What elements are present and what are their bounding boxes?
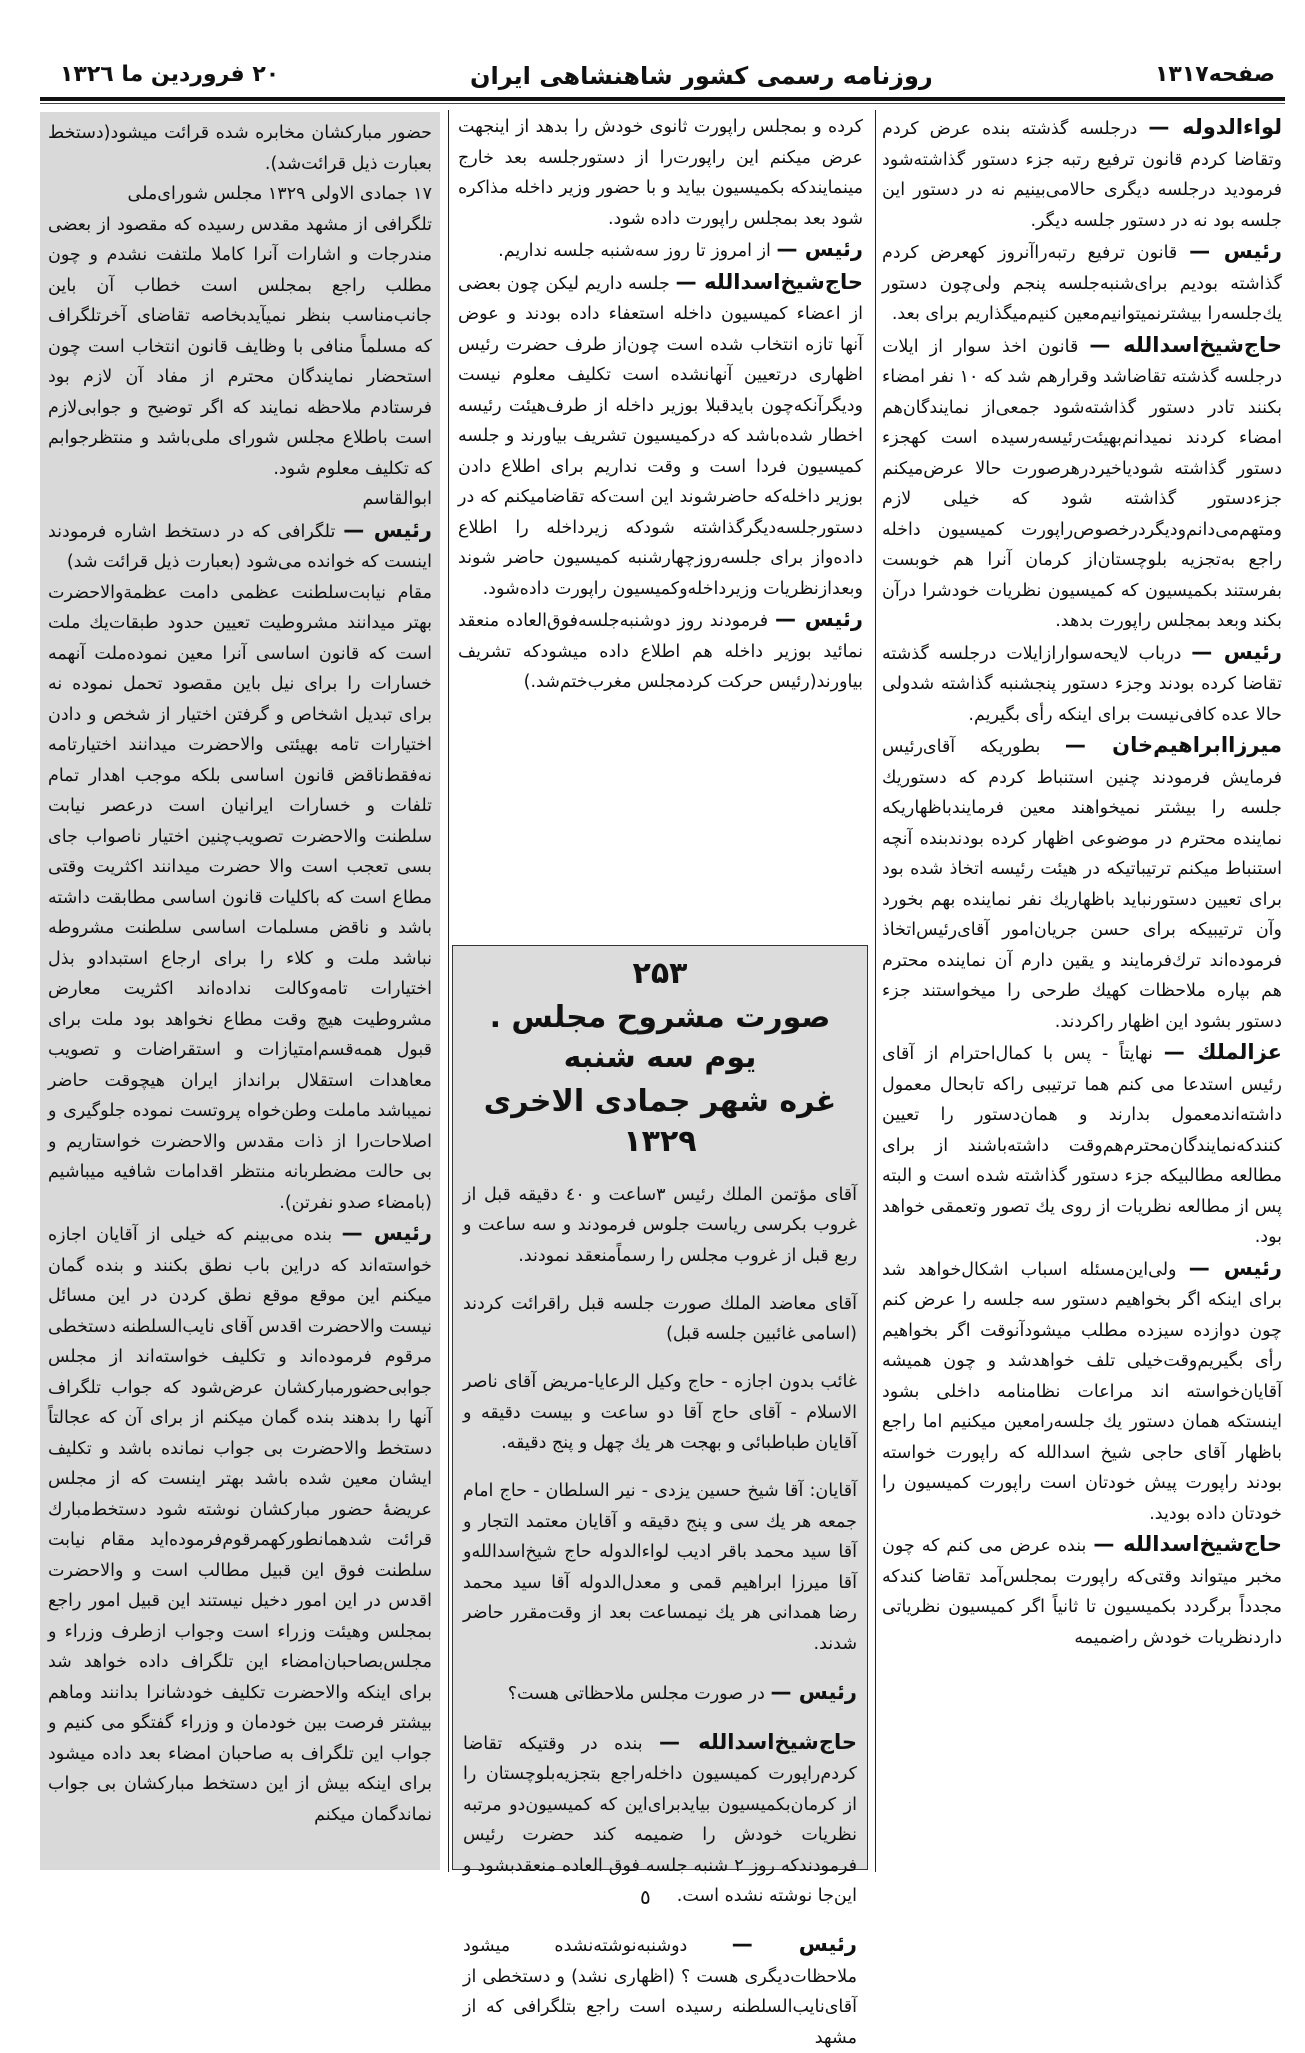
paragraph: [458, 267, 863, 605]
paragraph-text: آقای معاضد الملك صورت جلسه قبل راقرائت کردند (اسامی غائبین جلسه قبل): [463, 1294, 857, 1345]
paragraph-text: تلگرافی از مشهد مقدس رسیده که مقصود از بعضی مندرجات و اشارات آنرا کاملا ملتفت نشدم و چون مطلب راجع بمجلس است خطاب آن باین جانب‌مناسب بنظر نمیآیدبخاصه تقاضای آخرتلگراف که مسلماً منافی با وظایف قانون انتخاب است چون استحضار نمایندگان محترم از مفاد آن لازم بود فرستادم ملاحظه نمایند که اگر توضیح و جوابی‌لازم است باطلاع مجلس شورای ملی‌باشد و منتظرجوابم که تکلیف معلوم شود.: [48, 215, 432, 479]
paragraph: [458, 234, 863, 267]
paragraph-text: دوشنبه‌نوشته‌نشده میشود ملاحظات‌دیگری هست ؟ (اظهاری نشد) و دستخطی از آقای‌نایب‌السلطنه رسیده است راجع بتلگرافی که از مشهد: [463, 1936, 857, 2048]
paragraph-text: ۱۷ جمادی الاولی ۱۳۲۹ مجلس شورای‌ملی: [128, 184, 432, 204]
header-rule: [40, 97, 1285, 101]
page-number: ٥: [640, 1885, 651, 1909]
session-record-box: [452, 945, 868, 1870]
speaker-name: عزالملك —: [1164, 1040, 1282, 1064]
paragraph-text: تلگرافی که در دستخط اشاره فرمودند اینست که خوانده می‌شود (بعبارت ذیل قرائت شد): [48, 522, 432, 573]
speaker-name: لواءالدوله —: [1148, 115, 1282, 139]
page-label: صفحه۱۳۱۷: [1155, 62, 1275, 87]
newspaper-title: روزنامه رسمی کشور شاهنشاهی ایران: [470, 62, 933, 90]
paragraph: [882, 730, 1282, 1037]
paragraph-text: نهایتاً - پس با کمال‌احترام از آقای رئیس استدعا می کنم هما ترتیبی راکه تابحال معمول داشته‌اندمعمول بدارند و همان‌دستور را تعیین کنند‌که‌نمایندگان‌محترم‌هم‌وقت داشته‌باشند از برای مطالعه مطالبیکه جزء دستور گذاشته شده است و البته پس از مطالعه نظریات از روی یك تصور وتعمقی خواهد بود.: [882, 1044, 1282, 1247]
speaker-name: رئیس —: [342, 1221, 432, 1245]
speaker-name: رئیس —: [732, 1932, 857, 1956]
paragraph: [463, 1929, 857, 2053]
speaker-name: رئیس —: [1189, 239, 1282, 263]
paragraph-text: بنده در وقتیکه تقاضا کردم‌راپورت کمیسیون داخله‌راجع بتجزیه‌بلوچستان را از کرمان‌بکمیسیون بیایدبرای‌این که کمیسیون‌دو مرتبه نظریات خودش را ضمیمه کند حضرت رئیس فرمودندکه روز ۲ شنبه جلسه فوق العاده منعقدبشود و این‌جا نوشته نشده است.: [463, 1734, 857, 1907]
left-column: [40, 112, 440, 1870]
paragraph: [882, 637, 1282, 731]
paragraph-text: بنده عرض می کنم که چون مخبر میتواند وقتی‌که راپورت بمجلس‌آمد تقاضا کند‌که مجدداً برگردد بکمیسیون تا ثانیاً اگر کمیسیون نظریاتی داردنظریات خودش راضمیمه: [882, 1536, 1282, 1648]
speaker-name: حاج‌شیخ‌اسدالله —: [1093, 1532, 1282, 1556]
column-divider: [448, 110, 449, 1872]
paragraph-text: از امروز تا روز سه‌شنبه جلسه نداریم.: [498, 241, 776, 261]
paragraph-text: مقام نیابت‌سلطنت عظمی دامت عظمة‌والاحضرت بهتر میدانند مشروطیت تعیین حدود طبقات‌یك ملت است که قانون اساسی آنرا معین نموده‌ملت آنهمه خسارات را برای نیل باین مقصود تحمل نموده نه برای تبدیل اشخاص و گرفتن اختیار از شخص و دادن اختیارات تامه بهیئتی والاحضرت میدانند اختیارتامه نه‌فقط‌ناقض قانون اساسی بلکه موجب اهدار تمام تلفات و خسارات ایرانیان است درعصر نیابت سلطنت والاحضرت تصویب‌چنین اختیار ناصواب جای بسی تعجب است والا حضرت میدانند اکثریت وقتی مطاع است که باکلیات قانون اساسی مطابقت داشته باشد و ناقض مسلمات اساسی سلطنت مشروطه نباشد ملت و کلاء را برای ارجاع استبداد‌و بذل اختیارات تامه‌وکالت نداده‌اند اکثریت معارض مشروطیت هیچ وقت مطاع نخواهد بود ملت برای قبول همه‌قسم‌امتیازات و استقراضات و تصویب معاهدات استقلال برانداز ایران هیچوقت حاضر نمیباشد ماملت وطن‌خواه پروتست نموده جلوگیری و اصلاحات‌را از ذات مقدس والاحضرت خواستاریم و بی حالت مضطربانه منتظر اقدامات شافیه میباشیم (بامضاء صدو نفرتن).: [48, 583, 432, 1213]
paragraph-text: غائب بدون اجازه - حاج وکیل الرعایا-مریض آقای ناصر الاسلام - آقای حاج آقا دو ساعت و بیست دقیقه و آقایان طباطبائی و بهجت هر یك چهل و پنج دقیقه.: [463, 1372, 857, 1453]
session-date-heading: غره شهر جمادی الاخری ۱۳۲۹: [463, 1082, 857, 1162]
paragraph-text: درباب لایحه‌سوارازایلات درجلسه گذشته تقاضا کرده بودند وجزء دستور پنجشنبه گذاشته شدولی حالا عده کافی‌نیست برای اینکه رأی بگیریم.: [882, 644, 1282, 725]
paragraph-text: کرده و بمجلس راپورت ثانوی خودش را بدهد از اینجهت عرض میکنم این راپورت‌را از دستورجلسه بعد خارج مینمایندکه بکمیسیون بیاید و با حضور وزیر داخله مذاکره شود بعد بمجلس راپورت داده شود.: [458, 117, 863, 229]
paragraph: [48, 515, 432, 578]
paragraph-text: جلسه داریم لیکن چون بعضی از اعضاء کمیسیون داخله استعفاء داده بودند و عوض آنها تازه انتخاب شده است چون‌از طرف حضرت رئیس اظهاری درتعیین آنهانشده است تکلیف معلوم نیست ودیگرآنکه‌چون بایدقبلا بوزیر داخله از طرف‌هیئت رئیسه اخطار شده‌باشد که درکمیسیون تشریف بیاورند و جلسه کمیسیون فردا است و وقت نداریم برای اطلاع دادن بوزیر داخله‌که حاضرشوند این است‌که تقاضامیکنم که در دستورجلسه‌دیگر‌گذاشته شودکه زیرداخله را اطلاع داده‌واز برای جلسه‌روزچهارشنبه کمیسیون حاضر شوند وبعدازنظریات وزیرداخله‌وکمیسیون راپورت داده‌شود.: [458, 274, 863, 599]
paragraph-text: آقایان: آقا شیخ حسین یزدی - نیر السلطان - حاج امام جمعه هر یك سی و پنج دقیقه و آقایان معتمد التجار و آقا سید محمد باقر ادیب لواءالدوله حاج شیخ‌اسدالله‌و آقا میرزا ابراهیم قمی و معدل‌الدوله آقا سید محمد رضا همدانی هر یك نیمساعت بعد از وقت‌مقرر حاضر شدند.: [463, 1481, 857, 1654]
speaker-name: حاج‌شیخ‌اسدالله —: [659, 1730, 857, 1754]
paragraph: [882, 112, 1282, 236]
paragraph: [882, 1037, 1282, 1253]
paragraph-text: درجلسه گذشته بنده عرض کردم وتقاضا کردم قانون ترفیع رتبه جزء دستور گذاشته‌شود فرمودید درجلسه دیگری حالامی‌بینیم نه در دستور این جلسه بود نه در دستور جلسه دیگر.: [882, 119, 1282, 231]
paragraph-text: بطوریکه آقای‌رئیس فرمایش فرمودند چنین استنباط کردم که دستوریك جلسه را بیشتر نمیخواهند معین فرمایندباظهاریکه نماینده محترم در موضوعی اظهار کرده بودندبنده آنچه استنباط میکنم ترتیباتیکه در هیئت رئیسه اتخاذ شده بود برای تعیین دستورنباید باظهاریك نفر نماینده بهم بخورد وآن ترتیبیکه برای حسن جریان‌امور آقای‌رئیس‌اتخاذ فرموده‌اند ترك‌فرمایند و یقین دارم آن نماینده محترم هم بپاره ملاحظات کهیك طرحی را میخواستند جزء دستور بشود این اظهار راکردند.: [882, 737, 1282, 1032]
paragraph: [458, 604, 863, 698]
right-column: [882, 112, 1282, 1872]
paragraph: [48, 484, 432, 515]
speaker-name: رئیس —: [1191, 640, 1282, 664]
paragraph-text: آقای مؤتمن الملك رئیس ۳ساعت و ٤٠ دقیقه قبل از غروب بکرسی ریاست جلوس فرمودند و سه ساعت و ربع قبل از غروب مجلس را رسماًمنعقد نمودند.: [463, 1185, 857, 1266]
paragraph: [463, 1367, 857, 1459]
paragraph: [463, 1289, 857, 1350]
speaker-name: رئیس —: [343, 518, 432, 542]
paragraph: [463, 1727, 857, 1912]
paragraph-text: فرمودند روز دوشنبه‌جلسه‌فوق‌العاده منعقد نمائید بوزیر داخله هم اطلاع داده میشودکه تشریف بیاورند(رئیس حرکت کردمجلس مغرب‌ختم‌شد.): [458, 611, 863, 692]
paragraph: [48, 210, 432, 485]
issue-date: ۲۰ فروردین ما ۱۳۲٦: [60, 62, 279, 87]
paragraph: [48, 179, 432, 210]
paragraph: [48, 578, 432, 1219]
paragraph-text: قانون ترفیع رتبه‌راآنروز کهعرض کردم گذاشته بودیم برای‌شنبه‌جلسه پنجم ولی‌چون دستور یك‌جلسه‌را بیشترنمیتوانیم‌معین کنیم‌میگذاریم برای بعد.: [882, 243, 1282, 324]
paragraph: [463, 1476, 857, 1659]
paragraph: [882, 236, 1282, 330]
paragraph: [458, 112, 863, 234]
speaker-name: حاج‌شیخ‌اسدالله —: [676, 270, 863, 294]
paragraph-text: در صورت مجلس ملاحظاتی هست؟: [508, 1684, 771, 1704]
session-number: ۲۵۳: [463, 954, 857, 994]
paragraph: [48, 1218, 432, 1830]
speaker-name: رئیس —: [776, 237, 863, 261]
session-body: [463, 1180, 857, 2053]
paragraph-text: بنده می‌بینم که خیلی از آقایان اجازه خواسته‌اند که دراین باب نطق بکنند و بنده گمان میکنم این موقع موقع نطق کردن در این مسائل نیست والاحضرت اقدس آقای نایب‌السلطنه دستخطی مرقوم فرموده‌اند و تکلیف خواسته‌اند از مجلس جوابی‌حضورمبارکشان عرض‌شود که جواب تلگراف آنها را بدهند بنده گمان میکنم از برای آن که عجالتاً دستخط والاحضرت بی جواب نمانده باشد و تکلیف ایشان معین شده باشد بهتر اینست که از مجلس عریضهٔ حضور مبارکشان نوشته شود دستخط‌مبارك قرائت شدهمانطورکهمرقوم‌فرموده‌اید مقام نیابت سلطنت فوق این قبیل مطالب است و والاحضرت اقدس در این امور دخیل نیستند این قبیل امور راجع بمجلس وهیئت وزراء است وجواب ازطرف وزراء و مجلس‌بصاحبان‌امضاء این تلگراف داده خواهد شد برای اینکه والاحضرت تکلیف خودشانرا بدانند وماهم بیشتر فرصت بین خودمان و وزراء گفتگو می کنیم و جواب این تلگراف به صاحبان امضاء بعد داده میشود برای اینکه بیش از این دستخط مبارکشان بی جواب نماند‌گمان میکنم: [48, 1225, 432, 1825]
paragraph-text: ابوالقاسم: [363, 489, 432, 509]
paragraph: [463, 1180, 857, 1272]
speaker-name: رئیس —: [770, 1680, 857, 1704]
column-divider: [875, 110, 876, 1872]
paragraph-text: ولی‌این‌مسئله اسباب اشکال‌خواهد شد برای اینکه اگر بخواهیم دستور سه جلسه را عرض کنم چون دوازده سیزده مطلب میشودآنوقت اگر بخواهیم رأی بگیریم‌وقت‌خیلی تلف خواهدشد و چون همیشه آقایان‌خواسته اند مراعات نظامنامه داخلی بشود اینستکه همان دستور یك جلسه‌رامعین میکنیم اما راجع باظهار آقای حاجی شیخ اسدالله که راپورت خواسته بودند راپورت پیش خودتان است راپورت کمیسیون را خودتان داده بودید.: [882, 1260, 1282, 1524]
speaker-name: میرزاابراهیم‌خان —: [1065, 733, 1282, 757]
paragraph: [463, 1677, 857, 1710]
paragraph: [882, 1529, 1282, 1653]
speaker-name: حاج‌شیخ‌اسدالله —: [1089, 333, 1282, 357]
paragraph-text: قانون اخذ سوار از ایلات درجلسه گذشته تقاضاشد وقرارهم شد که ۱۰ نفر امضاء بکنند تادر دستور گذاشته‌شود جمعی‌از نمایندگان‌هم امضاء کردند نمیدانم‌بهیئت‌رئیسه‌رسیده است کهجزء دستور گذاشته شودیاخیردرهرصورت حالا عرض‌میکنم جزءدستور گذاشته شود که خیلی لازم ومتهم‌می‌دانم‌ودیگردرخصوص‌راپورت کمیسیون داخله راجع به‌تجزیه بلوچستان‌از کرمان آنرا هم خوبست بفرستند بکمیسیون که کمیسیون نظریات خودشرا درآن بکند وبعد بمجلس راپورت بدهد.: [882, 337, 1282, 632]
speaker-name: رئیس —: [775, 607, 863, 631]
session-heading: صورت مشروح مجلس . یوم سه شنبه: [463, 998, 857, 1078]
paragraph: [882, 330, 1282, 637]
paragraph: [48, 118, 432, 179]
header-rule-thin: [40, 103, 1285, 104]
speaker-name: رئیس —: [1189, 1256, 1282, 1280]
middle-column: [458, 112, 863, 942]
paragraph-text: حضور مبارکشان مخابره شده قرائت میشود(دستخط بعبارت ذیل قرائت‌شد).: [48, 123, 432, 174]
paragraph: [882, 1253, 1282, 1530]
